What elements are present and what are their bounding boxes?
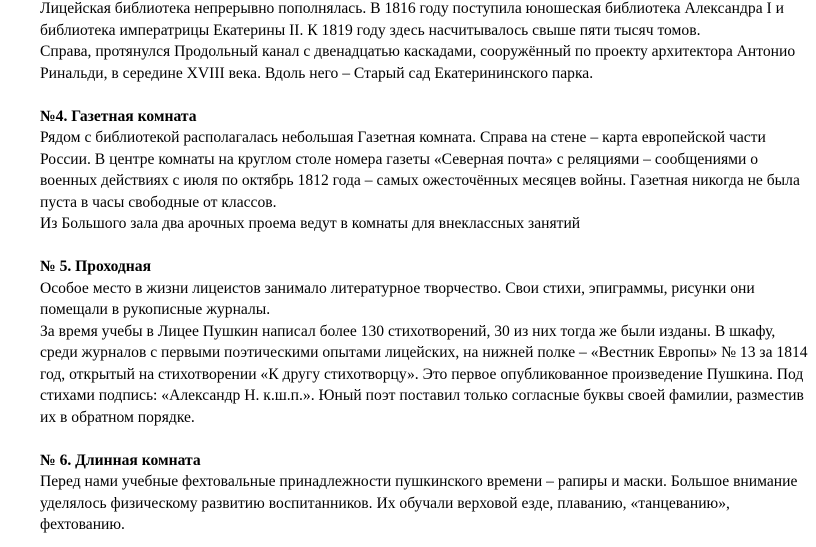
paragraph-arches: Из Большого зала два арочных проема ведут в комнаты для внеклассных занятий xyxy=(40,215,581,232)
section-heading-newspaper-room: №4. Газетная комната xyxy=(40,107,197,125)
paragraph-pushkin-poems: За время учебы в Лицее Пушкин написал более 130 стихотворений, 30 из них тогда же были изданы. В шкафу, среди журналов с первыми поэтическими опытами лицейских, на нижней полке – «Вестник Европы» № 13 за 1814 год, открытый на стихотворении «К другу стихотворцу». Это первое опубликованное произведение Пушкина. Под стихами подпись: «Александр Н. к.ш.п.». Юный поэт поставил только согласные буквы своей фамилии, разместив их в обратном порядке. xyxy=(40,322,808,426)
paragraph-fencing: Перед нами учебные фехтовальные принадлежности пушкинского времени – рапиры и маски. Большое внимание уделялось физическому развитию воспитанников. Их обучали верховой езде, плаванию, «танцеванию», фехтованию. xyxy=(40,473,798,533)
section-heading-passage-room: № 5. Проходная xyxy=(40,258,152,275)
document-page xyxy=(40,0,810,536)
section-spacer xyxy=(40,428,810,450)
paragraph-newspaper-room: Рядом с библиотекой располагалась небольшая Газетная комната. Справа на стене – карта европейской части России. В центре комнаты на круглом столе номера газеты «Северная почта» с реляциями – сообщениями о военных действиях с июля по октябрь 1812 года – самых ожесточённых месяцев войны. Газетная никогда не была пуста в часы свободные от классов. xyxy=(40,129,800,211)
section-spacer xyxy=(40,235,810,257)
paragraph-canal: Справа, протянулся Продольный канал с двенадцатью каскадами, сооружённый по проекту архитектора Антонио Ринальди, в середине XVIII века. Вдоль него – Старый сад Екатерининского парка. xyxy=(40,43,796,82)
paragraph-literary-work: Особое место в жизни лицеистов занимало литературное творчество. Свои стихи, эпиграммы, рисунки они помещали в рукописные журналы. xyxy=(40,279,755,318)
section-heading-long-room: № 6. Длинная комната xyxy=(40,451,201,469)
paragraph-library: Лицейская библиотека непрерывно пополнялась. В 1816 году поступила юношеская библиотека Александра I и библиотека императрицы Екатерины II. К 1819 году здесь насчитывалось свыше пяти тысяч томов. xyxy=(40,0,784,39)
section-spacer xyxy=(40,84,810,106)
